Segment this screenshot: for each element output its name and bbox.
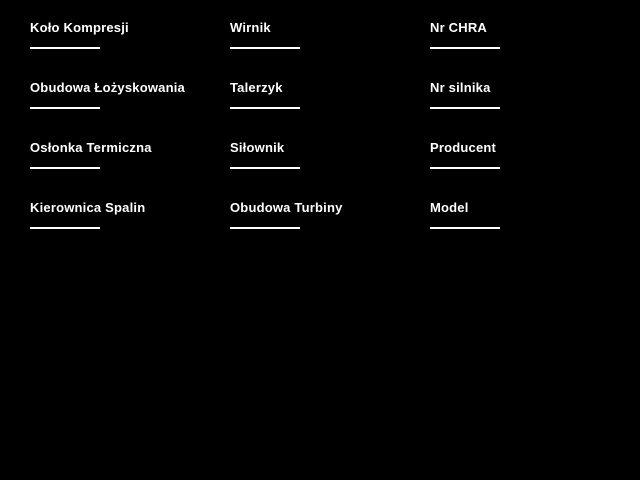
field-obudowa-lozyskowania-label: Obudowa Łożyskowania	[30, 80, 185, 95]
field-obudowa-turbiny-label: Obudowa Turbiny	[230, 200, 343, 215]
field-wirnik-input-line[interactable]	[230, 47, 300, 49]
field-model	[430, 200, 630, 260]
field-nr-chra-input-line[interactable]	[430, 47, 500, 49]
field-kierownica-spalin-input-line[interactable]	[30, 227, 100, 229]
field-oslonka-termiczna-label: Osłonka Termiczna	[30, 140, 152, 155]
field-nr-silnika	[430, 80, 630, 140]
field-silownik	[230, 140, 430, 200]
field-nr-silnika-input-line[interactable]	[430, 107, 500, 109]
field-talerzyk-label: Talerzyk	[230, 80, 283, 95]
field-wirnik-label: Wirnik	[230, 20, 271, 35]
field-kierownica-spalin-label: Kierownica Spalin	[30, 200, 146, 215]
field-nr-chra	[430, 20, 630, 80]
field-producent-input-line[interactable]	[430, 167, 500, 169]
field-silownik-input-line[interactable]	[230, 167, 300, 169]
field-nr-chra-label: Nr CHRA	[430, 20, 488, 35]
field-talerzyk-input-line[interactable]	[230, 107, 300, 109]
field-obudowa-turbiny	[230, 200, 430, 260]
turbo-parts-form	[30, 20, 630, 260]
field-oslonka-termiczna	[30, 140, 230, 200]
field-kolo-kompresji	[30, 20, 230, 80]
field-kolo-kompresji-input-line[interactable]	[30, 47, 100, 49]
field-kierownica-spalin	[30, 200, 230, 260]
field-producent-label: Producent	[430, 140, 497, 155]
field-silownik-label: Siłownik	[230, 140, 285, 155]
field-kolo-kompresji-label: Koło Kompresji	[30, 20, 129, 35]
field-talerzyk	[230, 80, 430, 140]
field-obudowa-lozyskowania-input-line[interactable]	[30, 107, 100, 109]
field-oslonka-termiczna-input-line[interactable]	[30, 167, 100, 169]
field-obudowa-lozyskowania	[30, 80, 230, 140]
field-nr-silnika-label: Nr silnika	[430, 80, 491, 95]
field-producent	[430, 140, 630, 200]
field-obudowa-turbiny-input-line[interactable]	[230, 227, 300, 229]
field-model-label: Model	[430, 200, 469, 215]
field-wirnik	[230, 20, 430, 80]
field-model-input-line[interactable]	[430, 227, 500, 229]
